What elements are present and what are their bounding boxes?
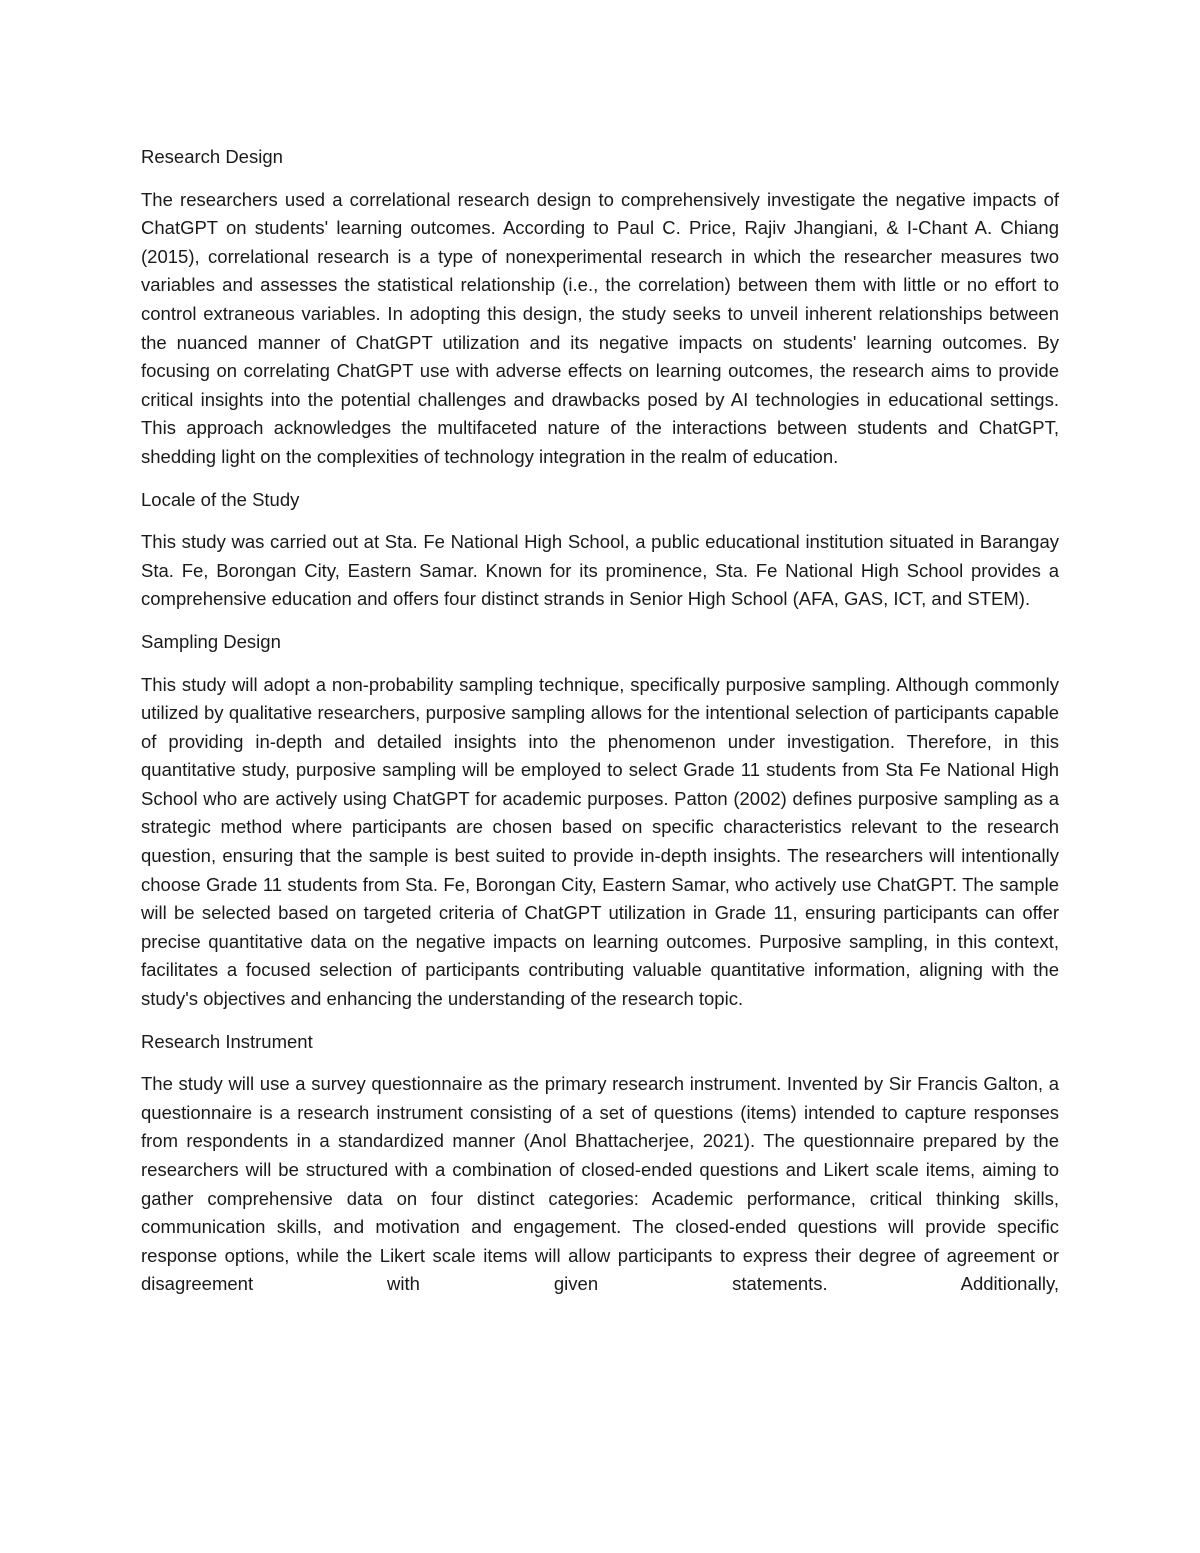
section-paragraph: This study will adopt a non-probability sampling technique, specifically purposive sampling. Although commonly utilized by qualitative researchers, purposive sampling allows for the intentional selection of participants capable of providing in-depth and detailed insights into the phenomenon under investigation. Therefore, in this quantitative study, purposive sampling will be employed to select Grade 11 students from Sta Fe National High School who are actively using ChatGPT for academic purposes. Patton (2002) defines purposive sampling as a strategic method where participants are chosen based on specific characteristics relevant to the research question, ensuring that the sample is best suited to provide in-depth insights. The researchers will intentionally choose Grade 11 students from Sta. Fe, Borongan City, Eastern Samar, who actively use ChatGPT. The sample will be selected based on targeted criteria of ChatGPT utilization in Grade 11, ensuring participants can offer precise quantitative data on the negative impacts on learning outcomes. Purposive sampling, in this context, facilitates a focused selection of participants contributing valuable quantitative information, aligning with the study's objectives and enhancing the understanding of the research topic.: [141, 673, 1059, 1010]
section-heading: Research Instrument: [141, 1030, 313, 1052]
section-research-instrument: [141, 1028, 1059, 1299]
document-page: [141, 143, 1059, 1313]
section-paragraph: The researchers used a correlational research design to comprehensively investigate the negative impacts of ChatGPT on students' learning outcomes. According to Paul C. Price, Rajiv Jhangiani, & I-Chant A. Chiang (2015), correlational research is a type of nonexperimental research in which the researcher measures two variables and assesses the statistical relationship (i.e., the correlation) between them with little or no effort to control extraneous variables. In adopting this design, the study seeks to unveil inherent relationships between the nuanced manner of ChatGPT utilization and its negative impacts on students' learning outcomes. By focusing on correlating ChatGPT use with adverse effects on learning outcomes, the research aims to provide critical insights into the potential challenges and drawbacks posed by AI technologies in educational settings. This approach acknowledges the multifaceted nature of the interactions between students and ChatGPT, shedding light on the complexities of technology integration in the realm of education.: [141, 188, 1059, 467]
section-heading: Sampling Design: [141, 630, 281, 652]
section-heading: Locale of the Study: [141, 488, 300, 510]
section-paragraph: The study will use a survey questionnaire as the primary research instrument. Invented by Sir Francis Galton, a questionnaire is a research instrument consisting of a set of questions (items) intended to capture responses from respondents in a standardized manner (Anol Bhattacherjee, 2021). The questionnaire prepared by the researchers will be structured with a combination of closed-ended questions and Likert scale items, aiming to gather comprehensive data on four distinct categories: Academic performance, critical thinking skills, communication skills, and motivation and engagement. The closed-ended questions will provide specific response options, while the Likert scale items will allow participants to express their degree of agreement or disagreement with given statements. Additionally,: [141, 1073, 1059, 1295]
section-sampling-design: [141, 628, 1059, 1014]
section-paragraph: This study was carried out at Sta. Fe National High School, a public educational institution situated in Barangay Sta. Fe, Borongan City, Eastern Samar. Known for its prominence, Sta. Fe National High School provides a comprehensive education and offers four distinct strands in Senior High School (AFA, GAS, ICT, and STEM).: [141, 531, 1059, 610]
section-research-design: [141, 143, 1059, 472]
section-locale-of-the-study: [141, 486, 1059, 614]
section-heading: Research Design: [141, 146, 283, 167]
